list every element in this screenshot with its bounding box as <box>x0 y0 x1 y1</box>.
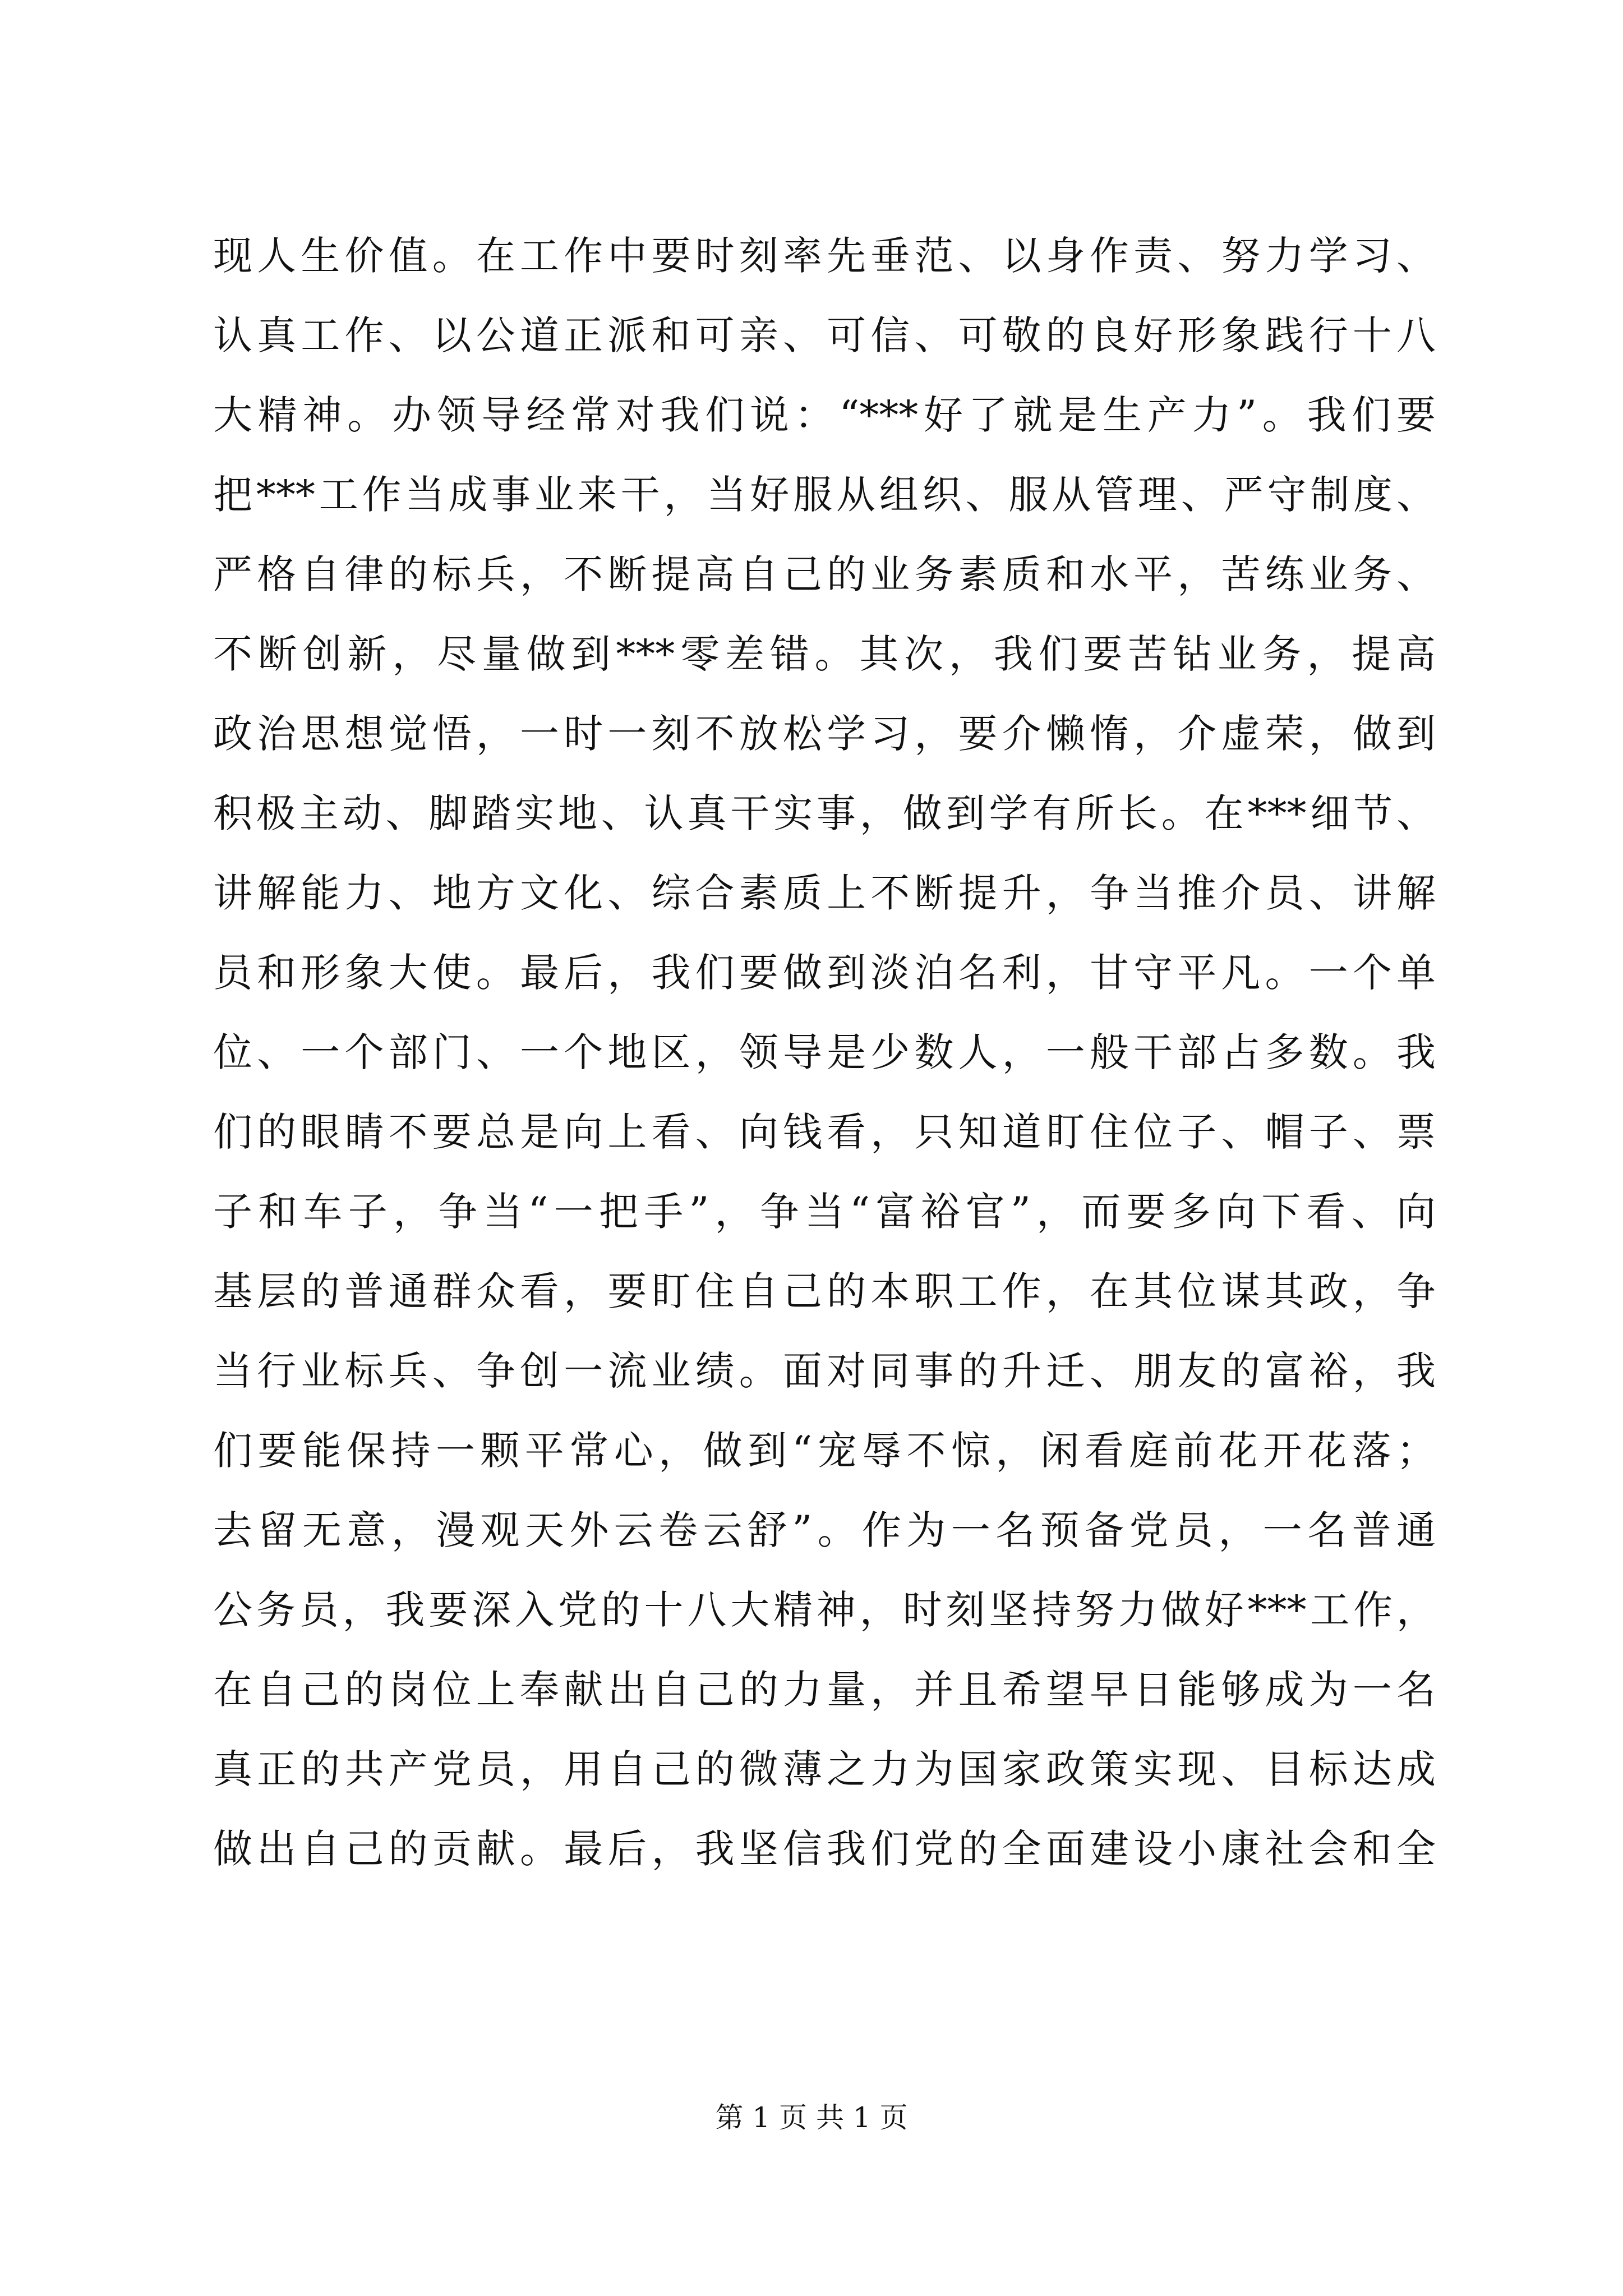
body-text <box>213 216 1436 1889</box>
text-line: 公务员，我要深入党的十八大精神，时刻坚持努力做好***工作， <box>213 1587 1436 1633</box>
text-line: 基层的普通群众看，要盯住自己的本职工作，在其位谋其政，争 <box>213 1268 1436 1314</box>
text-line: 积极主动、脚踏实地、认真干实事，做到学有所长。在***细节、 <box>213 790 1436 836</box>
text-line: 去留无意，漫观天外云卷云舒”。作为一名预备党员，一名普通 <box>213 1507 1436 1553</box>
text-line: 们的眼睛不要总是向上看、向钱看，只知道盯住位子、帽子、票 <box>213 1109 1436 1155</box>
text-line: 当行业标兵、争创一流业绩。面对同事的升迁、朋友的富裕，我 <box>213 1348 1436 1394</box>
text-line: 不断创新，尽量做到***零差错。其次，我们要苦钻业务，提高 <box>213 631 1436 677</box>
text-line: 把***工作当成事业来干，当好服从组织、服从管理、严守制度、 <box>213 472 1436 518</box>
text-line: 做出自己的贡献。最后，我坚信我们党的全面建设小康社会和全 <box>213 1826 1436 1872</box>
text-line: 现人生价值。在工作中要时刻率先垂范、以身作责、努力学习、 <box>213 233 1436 279</box>
text-line: 位、一个部门、一个地区，领导是少数人，一般干部占多数。我 <box>213 1029 1436 1075</box>
text-line: 子和车子，争当“一把手”，争当“富裕官”，而要多向下看、向 <box>213 1189 1436 1235</box>
text-line: 在自己的岗位上奉献出自己的力量，并且希望早日能够成为一名 <box>213 1667 1436 1713</box>
text-line: 讲解能力、地方文化、综合素质上不断提升，争当推介员、讲解 <box>213 870 1436 916</box>
page-footer: 第 1 页 共 1 页 <box>715 2101 908 2134</box>
text-line: 认真工作、以公道正派和可亲、可信、可敬的良好形象践行十八 <box>213 312 1436 358</box>
text-line: 员和形象大使。最后，我们要做到淡泊名利，甘守平凡。一个单 <box>213 950 1436 996</box>
text-line: 们要能保持一颗平常心，做到“宠辱不惊，闲看庭前花开花落； <box>213 1428 1436 1474</box>
text-line: 严格自律的标兵，不断提高自己的业务素质和水平，苦练业务、 <box>213 551 1436 597</box>
text-line: 大精神。办领导经常对我们说：“***好了就是生产力”。我们要 <box>213 392 1436 438</box>
text-line: 真正的共产党员，用自己的微薄之力为国家政策实现、目标达成 <box>213 1746 1436 1792</box>
text-line: 政治思想觉悟，一时一刻不放松学习，要介懒惰，介虚荣，做到 <box>213 711 1436 757</box>
